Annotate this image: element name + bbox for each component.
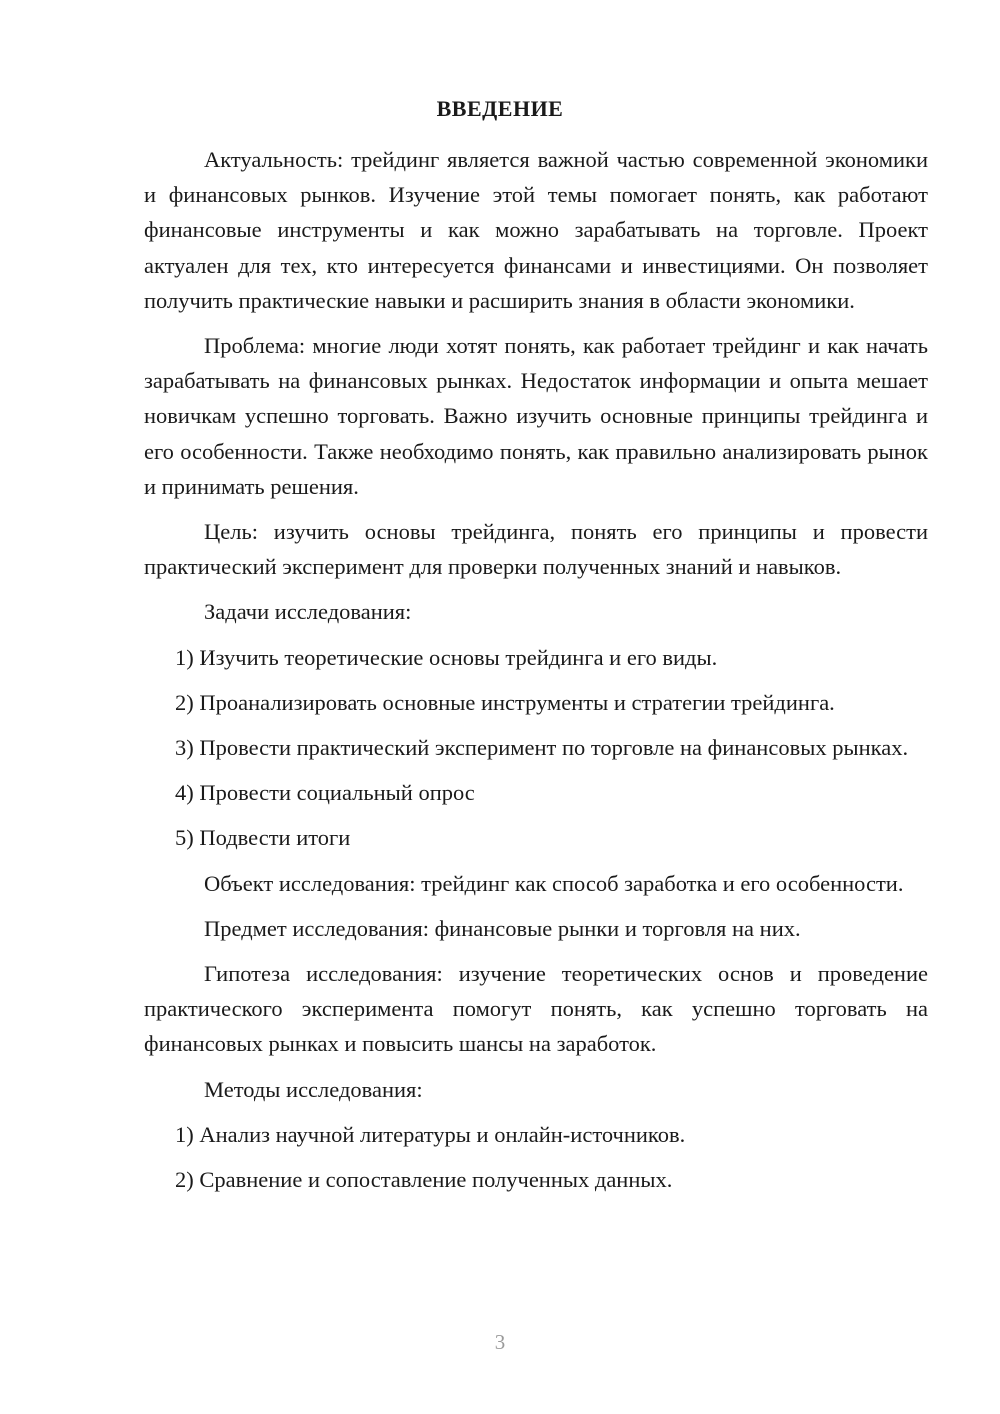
paragraph-object: Объект исследования: трейдинг как способ заработка и его особенности. [204, 870, 904, 896]
paragraph-goal: Цель: изучить основы трейдинга, понять его принципы и провести практический эксперимент для проверки полученных знаний и навыков. [144, 519, 928, 580]
list-item-method-1: 1) Анализ научной литературы и онлайн-источников. [175, 1121, 686, 1147]
paragraph-methods-heading: Методы исследования: [204, 1076, 423, 1102]
list-item-task-2: 2) Проанализировать основные инструменты и стратегии трейдинга. [175, 689, 835, 715]
paragraph-problem: Проблема: многие люди хотят понять, как работает трейдинг и как начать зарабатывать на финансовых рынках. Недостаток информации и опыта мешает новичкам успешно торговать. Важно изучить основные принципы трейдинга и его особенности. Также необходимо понять, как правильно анализировать рынок и принимать решения. [144, 333, 928, 499]
list-item-task-5: 5) Подвести итоги [175, 825, 351, 851]
paragraph-subject: Предмет исследования: финансовые рынки и торговля на них. [204, 915, 801, 941]
list-item-task-3: 3) Провести практический эксперимент по торговле на финансовых рынках. [175, 735, 909, 761]
page-title: ВВЕДЕНИЕ [436, 96, 564, 121]
paragraph-relevance: Актуальность: трейдинг является важной частью современной экономики и финансовых рынков. Изучение этой темы помогает понять, как работают финансовые инструменты и как можно зарабатывать на торговле. Проект актуален для тех, кто интересуется финансами и инвестициями. Он позволяет получить практические навыки и расширить знания в области экономики. [144, 147, 928, 313]
list-item-task-1: 1) Изучить теоретические основы трейдинга и его виды. [175, 644, 718, 670]
page-body [144, 142, 928, 1207]
list-item-method-2: 2) Сравнение и сопоставление полученных данных. [175, 1167, 673, 1193]
list-item-task-4: 4) Провести социальный опрос [175, 780, 475, 806]
paragraph-tasks-heading: Задачи исследования: [204, 599, 412, 625]
page-number: 3 [494, 1330, 506, 1354]
paragraph-hypothesis: Гипотеза исследования: изучение теоретических основ и проведение практического эксперимента помогут понять, как успешно торговать на финансовых рынках и повысить шансы на заработок. [144, 961, 928, 1057]
